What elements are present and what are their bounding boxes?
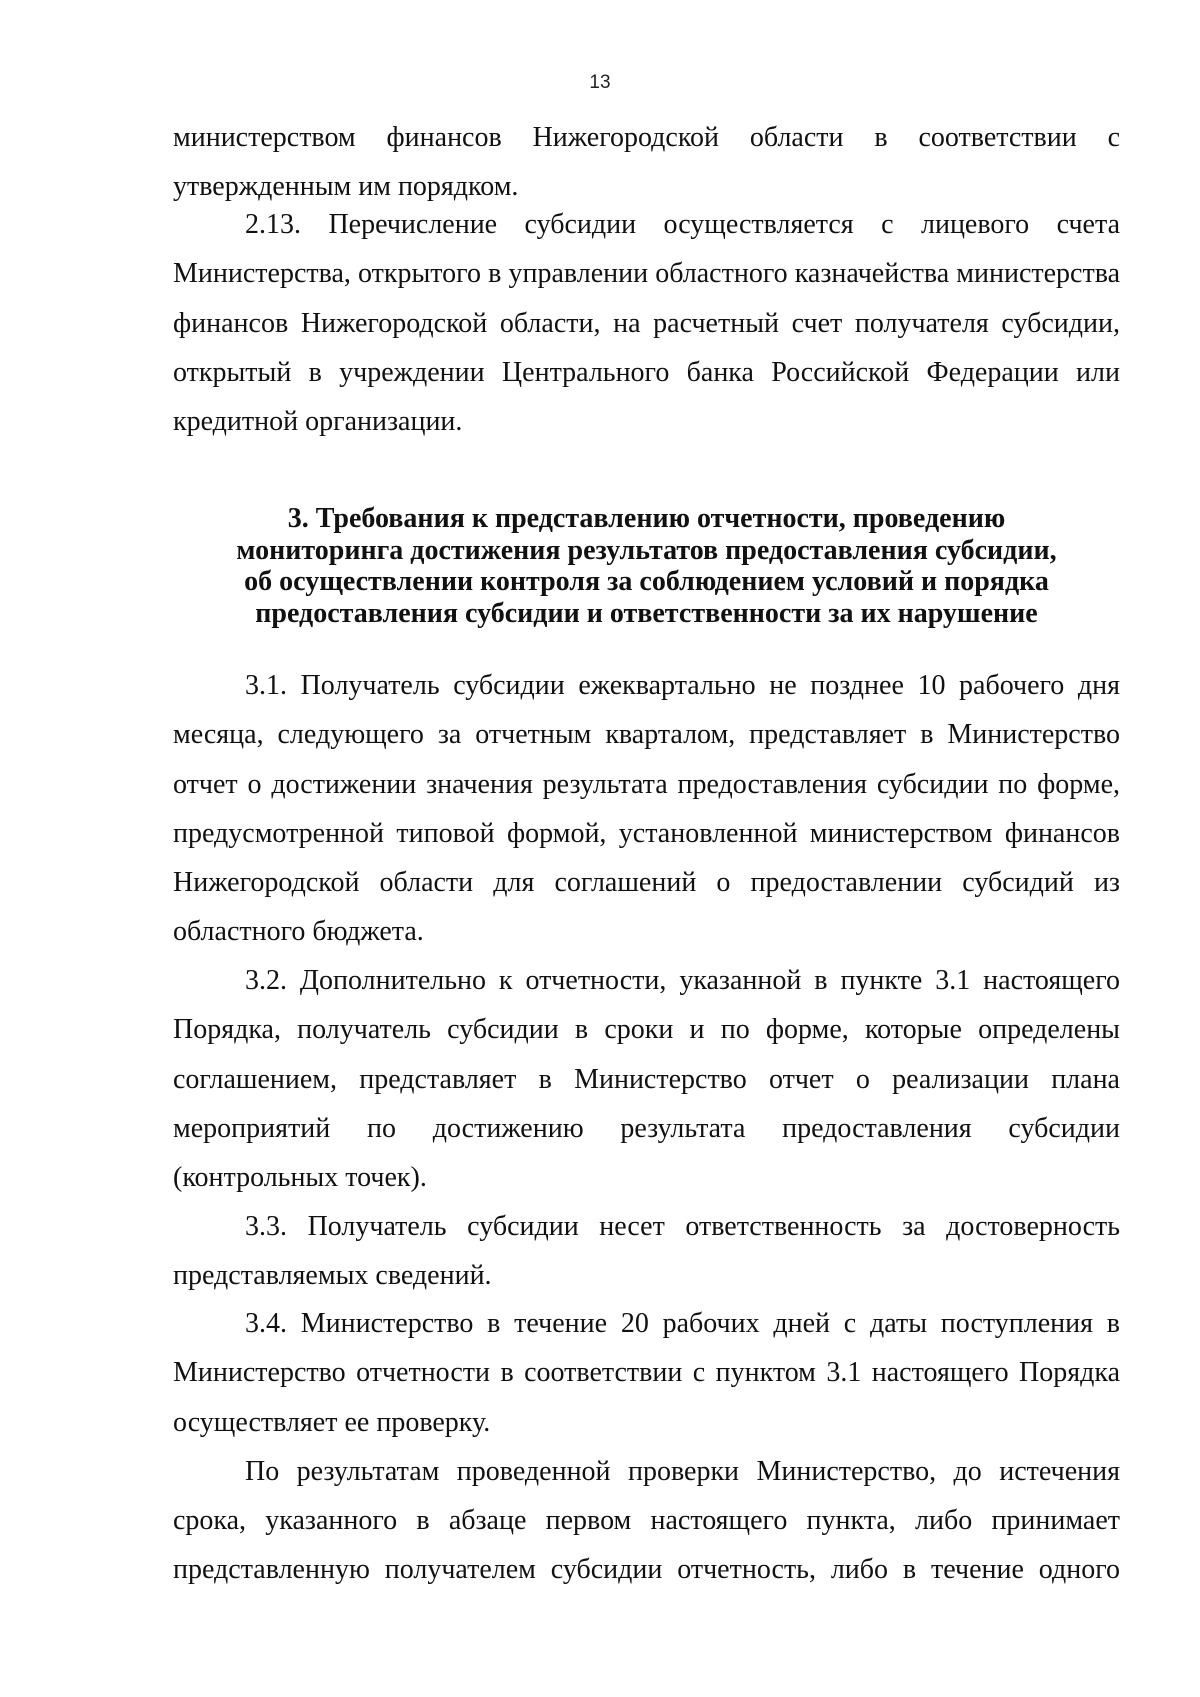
- heading-line: мониторинга достижения результатов предоставления субсидии,: [236, 534, 1057, 566]
- heading-line: 3. Требования к представлению отчетности, проведению: [287, 503, 1006, 534]
- section-3-heading: [173, 503, 1120, 629]
- paragraph-2-13: 2.13. Перечисление субсидии осуществляется с лицевого счета Министерства, открытого в управлении областного казначейства министерства финансов Нижегородской области, на расчетный счет получателя субсидии, открытый в учреждении Центрального банка Российской Федерации или кредитной организации.: [173, 209, 1120, 438]
- page-number: 13: [589, 72, 611, 93]
- paragraph-3-4-second: По результатам проведенной проверки Министерство, до истечения срока, указанного в абзаце первом настоящего пункта, либо принимает: [173, 1456, 1120, 1537]
- paragraph-3-1: 3.1. Получатель субсидии ежеквартально не позднее 10 рабочего дня месяца, следующего за отчетным кварталом, представляет в Министерство отчет о достижении значения результата предоставления субсидии по форме, предусмотренной типовой формой, установленной министерством финансов Нижегородской области для соглашений о предоставлении субсидий из областного бюджета.: [173, 670, 1120, 948]
- paragraph-3-3: 3.3. Получатель субсидии несет ответственность за достоверность представляемых сведений.: [173, 1211, 1120, 1292]
- paragraph-continuation: министерством финансов Нижегородской области в соответствии с утвержденным им порядком.: [173, 122, 1120, 203]
- paragraph-3-4: 3.4. Министерство в течение 20 рабочих дней с даты поступления в Министерство отчетности в соответствии с пунктом 3.1 настоящего Порядка осуществляет ее проверку.: [173, 1308, 1120, 1438]
- paragraph-3-2: 3.2. Дополнительно к отчетности, указанной в пункте 3.1 настоящего Порядка, получатель субсидии в сроки и по форме, которые определены соглашением, представляет в Министерство отчет о реализации плана мероприятий по достижению результата предоставления субсидии (контрольных точек).: [173, 965, 1120, 1194]
- heading-line: об осуществлении контроля за соблюдением условий и порядка: [244, 566, 1049, 597]
- heading-line: предоставления субсидии и ответственности за их нарушение: [255, 597, 1038, 629]
- paragraph-3-4-continued-line: представленную получателем субсидии отчетность, либо в течение одного: [173, 1554, 1120, 1585]
